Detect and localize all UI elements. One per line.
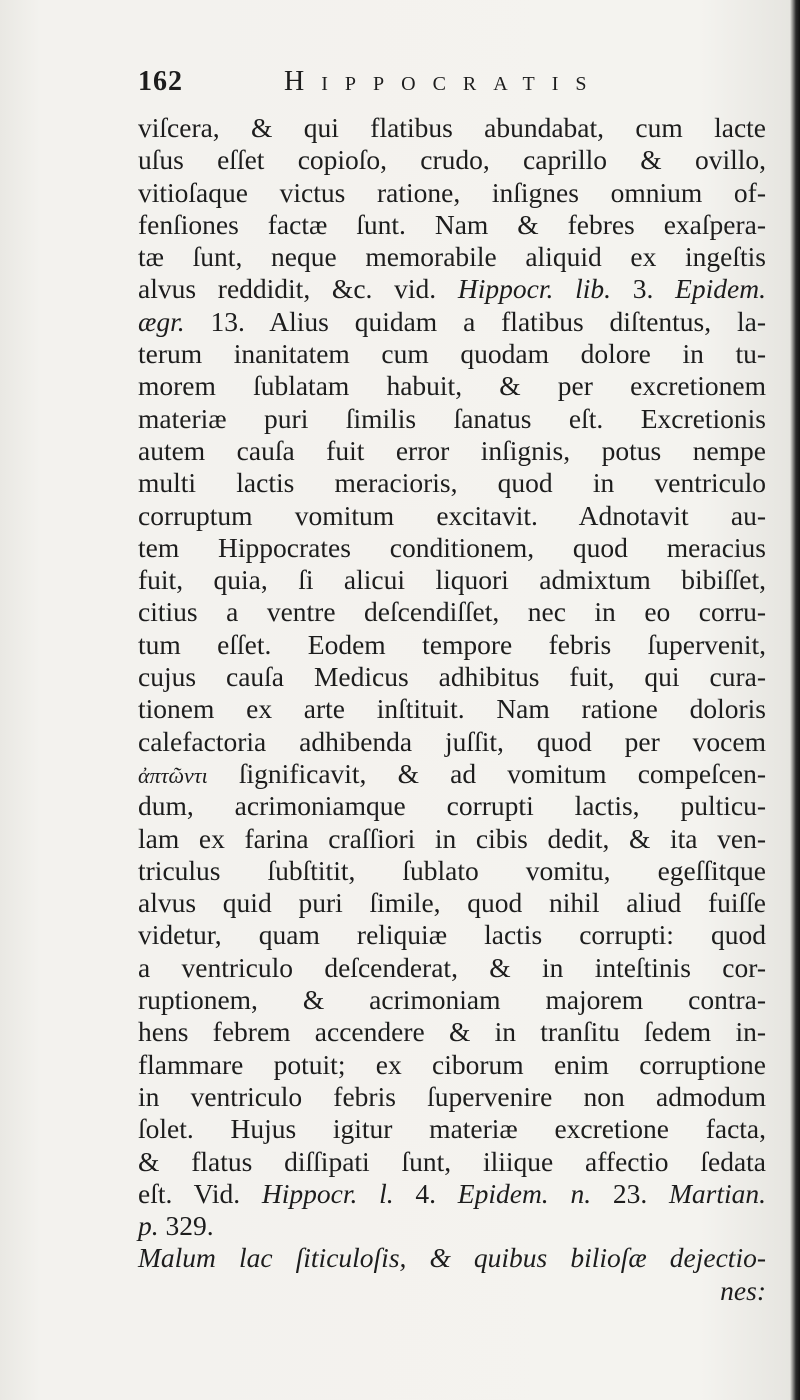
text-line: [138, 435, 766, 467]
text-line: [138, 855, 766, 887]
text-segment: viſcera, & qui flatibus abundabat, cum lacte: [138, 112, 766, 143]
text-segment: 329.: [158, 1210, 214, 1242]
text-segment: triculus ſubſtitit, ſublato vomitu, egeſſitque: [138, 854, 766, 886]
text-segment: alvus quid puri ſimile, quod nihil aliud fuiſſe: [138, 887, 766, 919]
text-segment: eſt. Vid.: [138, 1177, 262, 1209]
text-line: [138, 1049, 766, 1081]
text-line: [138, 144, 766, 176]
text-line: [138, 1242, 766, 1274]
text-segment: ſignificavit, & ad vomitum compeſcen-: [207, 757, 766, 789]
text-segment: 4.: [393, 1177, 458, 1209]
text-line: [138, 1210, 766, 1242]
text-segment: citius a ventre deſcendiſſet, nec in eo corru-: [138, 596, 766, 628]
text-line: [138, 1016, 766, 1048]
text-line: [138, 726, 766, 758]
text-segment: lam ex farina craſſiori in cibis dedit, & ita ven-: [138, 822, 766, 854]
text-line: [138, 112, 766, 144]
page-header: [138, 66, 638, 110]
text-line: [138, 403, 766, 435]
text-line: [138, 306, 766, 338]
text-line: [138, 984, 766, 1016]
text-segment: calefactoria adhibenda juſſit, quod per vocem: [138, 725, 766, 757]
text-line: [138, 887, 766, 919]
text-segment: alvus reddidit, &c. vid.: [138, 273, 458, 305]
text-segment: & flatus diſſipati ſunt, iliique affectio ſedata: [138, 1145, 766, 1177]
text-segment: Hippocr. lib.: [457, 273, 612, 305]
text-segment: dum, acrimoniamque corrupti lactis, pulticu-: [138, 790, 766, 822]
text-line: [138, 693, 766, 725]
text-segment: Epidem. n.: [457, 1177, 592, 1209]
text-segment: a ventriculo deſcenderat, & in inteſtinis cor-: [138, 951, 766, 983]
text-segment: hens febrem accendere & in tranſitu ſedem in-: [138, 1016, 766, 1048]
text-segment: videtur, quam reliquiæ lactis corrupti: quod: [138, 919, 766, 951]
text-line: [138, 629, 766, 661]
text-segment: materiæ puri ſimilis ſanatus eſt. Excretionis: [138, 402, 766, 434]
text-line: [138, 758, 766, 790]
text-segment: 23.: [591, 1177, 669, 1209]
text-line: [138, 596, 766, 628]
running-title: Hippocratis: [284, 66, 604, 97]
text-line: [138, 1146, 766, 1178]
text-line: [138, 919, 766, 951]
text-segment: tem Hippocrates conditionem, quod meracius: [138, 531, 766, 563]
text-line: [138, 1178, 766, 1210]
text-segment: corruptum vomitum excitavit. Adnotavit au-: [138, 499, 766, 531]
text-line: [138, 467, 766, 499]
text-line: [138, 564, 766, 596]
text-segment: Hippocr. l.: [261, 1177, 394, 1209]
text-segment: tæ ſunt, neque memorabile aliquid ex ingeſtis: [138, 241, 766, 273]
text-line: [138, 273, 766, 305]
text-line: [138, 823, 766, 855]
text-line: [138, 177, 766, 209]
text-line: [138, 661, 766, 693]
text-segment: 3.: [611, 273, 676, 305]
text-segment: Martian.: [668, 1177, 766, 1209]
text-segment: ſolet. Hujus igitur materiæ excretione facta,: [138, 1113, 766, 1145]
text-segment: nes:: [720, 1274, 766, 1306]
body-text: [138, 112, 766, 1307]
text-segment: ægr.: [138, 305, 185, 337]
text-line: [138, 500, 766, 532]
text-segment: Epidem.: [675, 273, 766, 305]
text-segment: multi lactis meracioris, quod in ventriculo: [138, 467, 766, 499]
text-segment: tionem ex arte inſtituit. Nam ratione doloris: [138, 693, 766, 725]
text-segment: uſus eſſet copioſo, crudo, caprillo & ovillo,: [138, 144, 766, 176]
text-line: [138, 338, 766, 370]
text-line: [138, 1081, 766, 1113]
text-segment: p.: [138, 1210, 159, 1242]
text-segment: 13. Alius quidam a flatibus diſtentus, la-: [184, 305, 766, 337]
text-segment: morem ſublatam habuit, & per excretionem: [138, 370, 766, 402]
text-segment: autem cauſa fuit error inſignis, potus nempe: [138, 434, 766, 466]
text-segment: ruptionem, & acrimoniam majorem contra-: [138, 984, 766, 1016]
text-segment: cujus cauſa Medicus adhibitus fuit, qui cura-: [138, 661, 766, 693]
text-segment: fenſiones factæ ſunt. Nam & febres exaſpera-: [138, 208, 766, 240]
text-line: [138, 790, 766, 822]
text-segment: fuit, quia, ſi alicui liquori admixtum bibiſſet,: [138, 564, 766, 596]
text-line: [138, 241, 766, 273]
text-segment: flammare potuit; ex ciborum enim corruptione: [138, 1048, 766, 1080]
text-segment: Malum lac ſiticuloſis, & quibus bilioſæ dejectio-: [138, 1242, 766, 1274]
text-segment: tum eſſet. Eodem tempore febris ſupervenit,: [138, 628, 766, 660]
text-line: [138, 952, 766, 984]
text-line: [138, 370, 766, 402]
greek-word: ἀπτῶντι: [138, 762, 208, 788]
text-line: [138, 1113, 766, 1145]
text-line: [138, 209, 766, 241]
text-line: [138, 1275, 766, 1307]
text-line: [138, 532, 766, 564]
page-number: 162: [138, 66, 183, 97]
text-segment: vitioſaque victus ratione, inſignes omnium of-: [138, 176, 766, 208]
text-segment: in ventriculo febris ſupervenire non admodum: [138, 1080, 766, 1112]
text-segment: terum inanitatem cum quodam dolore in tu-: [138, 338, 766, 370]
